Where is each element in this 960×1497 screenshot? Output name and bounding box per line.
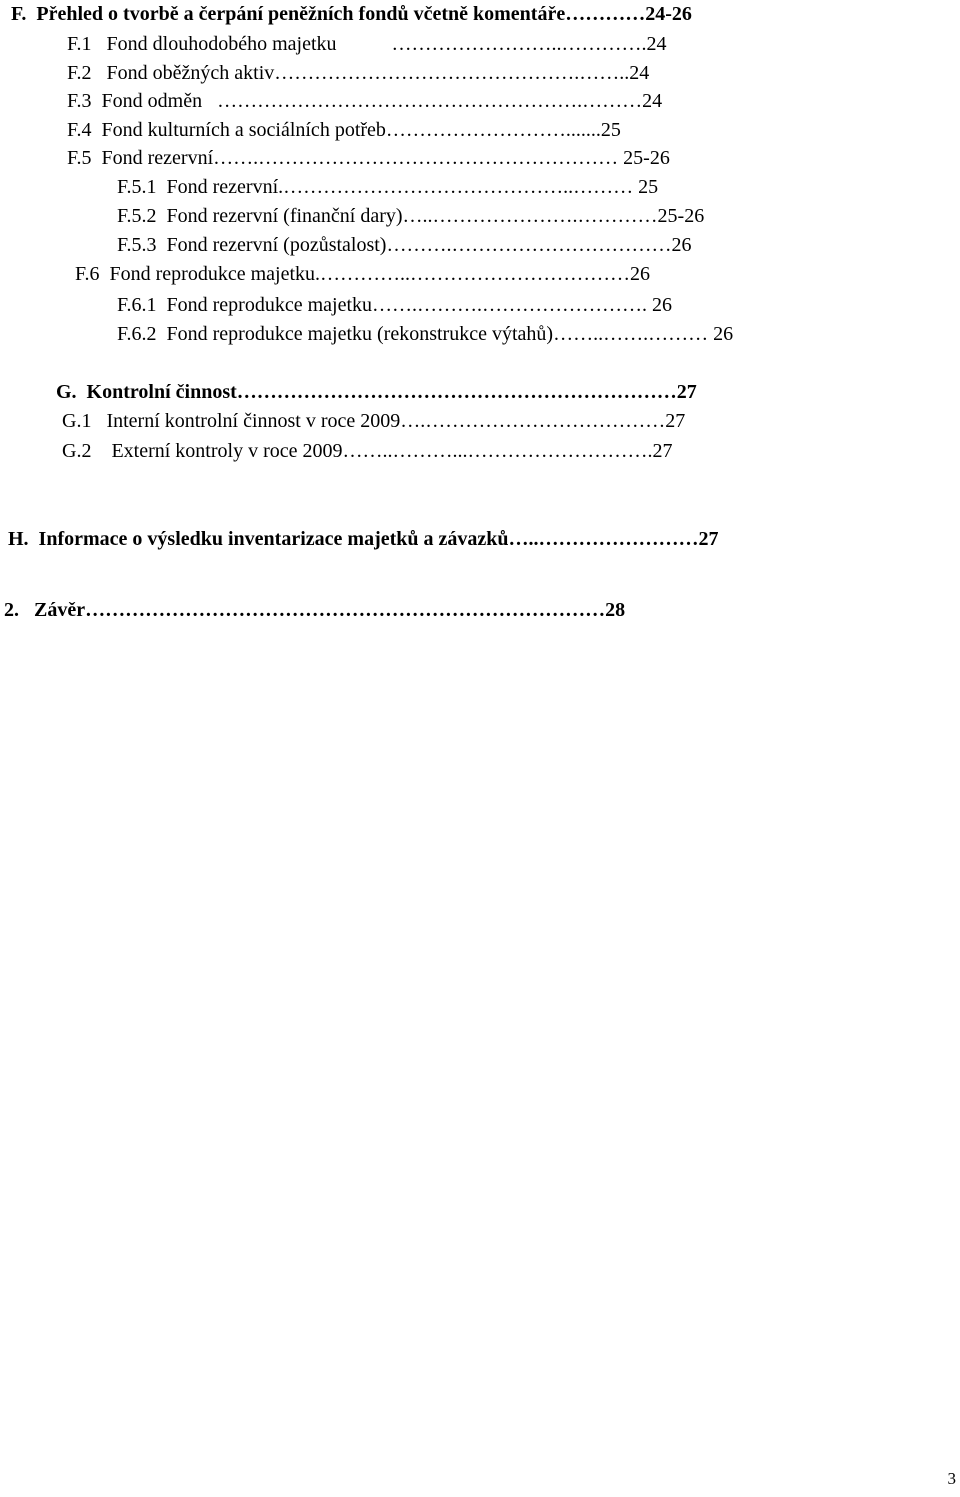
toc-entry-f61: F.6.1 Fond reprodukce majetku…….……….……………………. 26 xyxy=(117,294,673,316)
toc-entry-f5: F.5 Fond rezervní…….……………………………………………… 25-26 xyxy=(67,147,670,169)
toc-entry-f2: F.2 Fond oběžných aktiv……………………………………….……..24 xyxy=(67,62,650,84)
toc-entry-f3: F.3 Fond odměn ……………………………………………….………24 xyxy=(67,90,663,112)
page-number: 3 xyxy=(947,1469,956,1488)
toc-entry-f62: F.6.2 Fond reprodukce majetku (rekonstrukce výtahů)……..…….……… 26 xyxy=(117,323,734,345)
toc-entry-f4: F.4 Fond kulturních a sociálních potřeb……………………….......25 xyxy=(67,119,621,141)
toc-entry-g: G. Kontrolní činnost…………………………………………………………27 xyxy=(56,381,697,403)
toc-entry-g1: G.1 Interní kontrolní činnost v roce 2009….………………………………27 xyxy=(62,410,686,432)
toc-entry-f: F. Přehled o tvorbě a čerpání peněžních fondů včetně komentáře…………24-26 xyxy=(11,3,692,25)
toc-entry-f1: F.1 Fond dlouhodobého majetku ……………………..………….24 xyxy=(67,33,667,55)
toc-entry-zaver: 2. Závěr……………………………………………………………………28 xyxy=(4,599,626,621)
toc-entry-f51: F.5.1 Fond rezervní.……………………………………..……… 25 xyxy=(117,176,659,198)
toc-entry-h: H. Informace o výsledku inventarizace majetků a závazků…..……………………27 xyxy=(8,528,719,550)
toc-entry-g2: G.2 Externí kontroly v roce 2009……..………...……………………….27 xyxy=(62,440,673,462)
toc-entry-f52: F.5.2 Fond rezervní (finanční dary)…..………………….…………25-26 xyxy=(117,205,705,227)
toc-entry-f6: F.6 Fond reprodukce majetku.…………..……………………………26 xyxy=(75,263,651,285)
toc-entry-f53: F.5.3 Fond rezervní (pozůstalost)……….……………………………26 xyxy=(117,234,692,256)
